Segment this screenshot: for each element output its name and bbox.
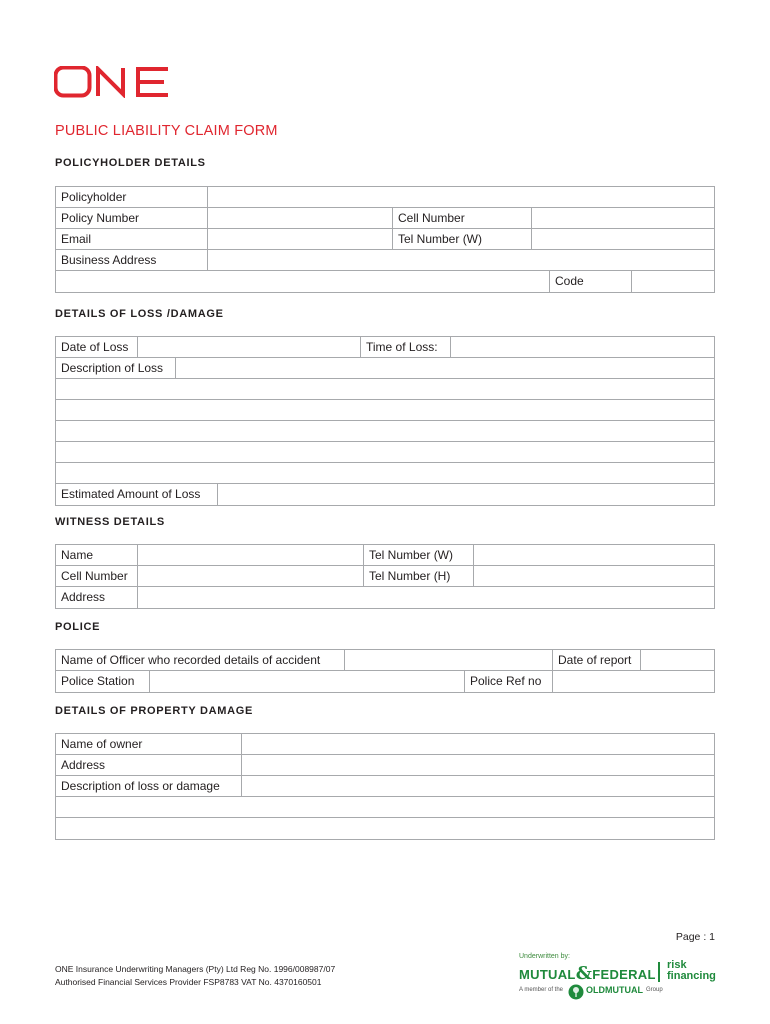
estimated-amount-label: Estimated Amount of Loss (56, 484, 218, 505)
owner-name-label: Name of owner (56, 734, 242, 754)
federal-text: FEDERAL (592, 967, 656, 982)
policy-number-label: Policy Number (56, 208, 208, 228)
description-of-loss-field[interactable] (176, 358, 714, 378)
witness-address-label: Address (56, 587, 138, 608)
table-row (56, 229, 714, 250)
section-title-policyholder: POLICYHOLDER DETAILS (55, 157, 206, 169)
table-row (56, 587, 714, 608)
time-of-loss-field[interactable] (451, 337, 714, 357)
business-address-field-line2[interactable] (56, 271, 550, 292)
table-row (56, 379, 714, 400)
mutual-text: MUTUAL (519, 967, 576, 982)
damage-description-line[interactable] (56, 797, 714, 817)
officer-name-label: Name of Officer who recorded details of accident (56, 650, 345, 670)
table-row (56, 442, 714, 463)
business-address-field[interactable] (208, 250, 714, 270)
risk-text: risk (667, 959, 687, 971)
policyholder-label: Policyholder (56, 187, 208, 207)
form-title: PUBLIC LIABILITY CLAIM FORM (55, 123, 278, 139)
table-row (56, 545, 714, 566)
old-mutual-text: OLDMUTUAL (586, 985, 643, 995)
witness-tel-h-label: Tel Number (H) (364, 566, 474, 586)
section-title-witness: WITNESS DETAILS (55, 516, 165, 528)
police-table (55, 649, 715, 693)
witness-tel-w-label: Tel Number (W) (364, 545, 474, 565)
description-of-loss-line[interactable] (56, 442, 714, 462)
police-ref-label: Police Ref no (465, 671, 553, 692)
damage-description-field[interactable] (242, 776, 714, 796)
police-station-field[interactable] (150, 671, 465, 692)
table-row (56, 187, 714, 208)
date-of-loss-field[interactable] (138, 337, 361, 357)
property-table (55, 733, 715, 840)
code-field[interactable] (632, 271, 714, 292)
estimated-amount-field[interactable] (218, 484, 714, 505)
description-of-loss-label: Description of Loss (56, 358, 176, 378)
officer-name-field[interactable] (345, 650, 553, 670)
property-address-field[interactable] (242, 755, 714, 775)
underwritten-by-label: Underwritten by: (519, 953, 570, 960)
table-row (56, 463, 714, 484)
table-row (56, 650, 714, 671)
witness-address-field[interactable] (138, 587, 714, 608)
page-number: Page : 1 (675, 931, 715, 943)
member-of-label: A member of the (519, 987, 564, 993)
table-row (56, 818, 714, 839)
section-title-property: DETAILS OF PROPERTY DAMAGE (55, 705, 254, 717)
date-of-report-label: Date of report (553, 650, 641, 670)
email-label: Email (56, 229, 208, 249)
witness-tel-w-field[interactable] (474, 545, 714, 565)
policyholder-table (55, 186, 715, 293)
description-of-loss-line[interactable] (56, 379, 714, 399)
section-title-police: POLICE (55, 621, 101, 633)
business-address-label: Business Address (56, 250, 208, 270)
section-title-loss: DETAILS OF LOSS /DAMAGE (55, 308, 224, 320)
description-of-loss-line[interactable] (56, 400, 714, 420)
tel-w-field[interactable] (532, 229, 714, 249)
table-row (56, 208, 714, 229)
logo-divider (658, 962, 660, 982)
email-field[interactable] (208, 229, 393, 249)
owner-name-field[interactable] (242, 734, 714, 754)
table-row (56, 484, 714, 505)
risk-financing-text (667, 960, 716, 982)
table-row (56, 797, 714, 818)
damage-description-label: Description of loss or damage (56, 776, 242, 796)
table-row (56, 358, 714, 379)
damage-description-line[interactable] (56, 818, 714, 839)
witness-cell-field[interactable] (138, 566, 364, 586)
table-row (56, 271, 714, 292)
table-row (56, 755, 714, 776)
table-row (56, 400, 714, 421)
footer-legal (55, 963, 335, 989)
police-ref-field[interactable] (553, 671, 714, 692)
code-label: Code (550, 271, 632, 292)
footer-line-2: Authorised Financial Services Provider FSP8783 VAT No. 4370160501 (55, 977, 322, 987)
policyholder-field[interactable] (208, 187, 714, 207)
old-mutual-tree-icon (568, 984, 584, 1000)
property-address-label: Address (56, 755, 242, 775)
table-row (56, 734, 714, 755)
group-label: Group (646, 987, 663, 993)
cell-number-label: Cell Number (393, 208, 532, 228)
description-of-loss-line[interactable] (56, 463, 714, 483)
cell-number-field[interactable] (532, 208, 714, 228)
table-row (56, 250, 714, 271)
table-row (56, 776, 714, 797)
financing-text: financing (667, 970, 716, 982)
table-row (56, 337, 714, 358)
loss-table (55, 336, 715, 506)
one-logo (54, 66, 172, 98)
witness-name-field[interactable] (138, 545, 364, 565)
table-row (56, 671, 714, 692)
footer-line-1: ONE Insurance Underwriting Managers (Pty) Ltd Reg No. 1996/008987/07 (55, 964, 336, 974)
date-of-report-field[interactable] (641, 650, 714, 670)
witness-cell-label: Cell Number (56, 566, 138, 586)
tel-w-label: Tel Number (W) (393, 229, 532, 249)
policy-number-field[interactable] (208, 208, 393, 228)
date-of-loss-label: Date of Loss (56, 337, 138, 357)
ampersand-text: & (575, 963, 593, 984)
mutual-federal-logo (519, 963, 656, 984)
table-row (56, 566, 714, 587)
police-station-label: Police Station (56, 671, 150, 692)
witness-table (55, 544, 715, 609)
witness-name-label: Name (56, 545, 138, 565)
time-of-loss-label: Time of Loss: (361, 337, 451, 357)
table-row (56, 421, 714, 442)
description-of-loss-line[interactable] (56, 421, 714, 441)
witness-tel-h-field[interactable] (474, 566, 714, 586)
